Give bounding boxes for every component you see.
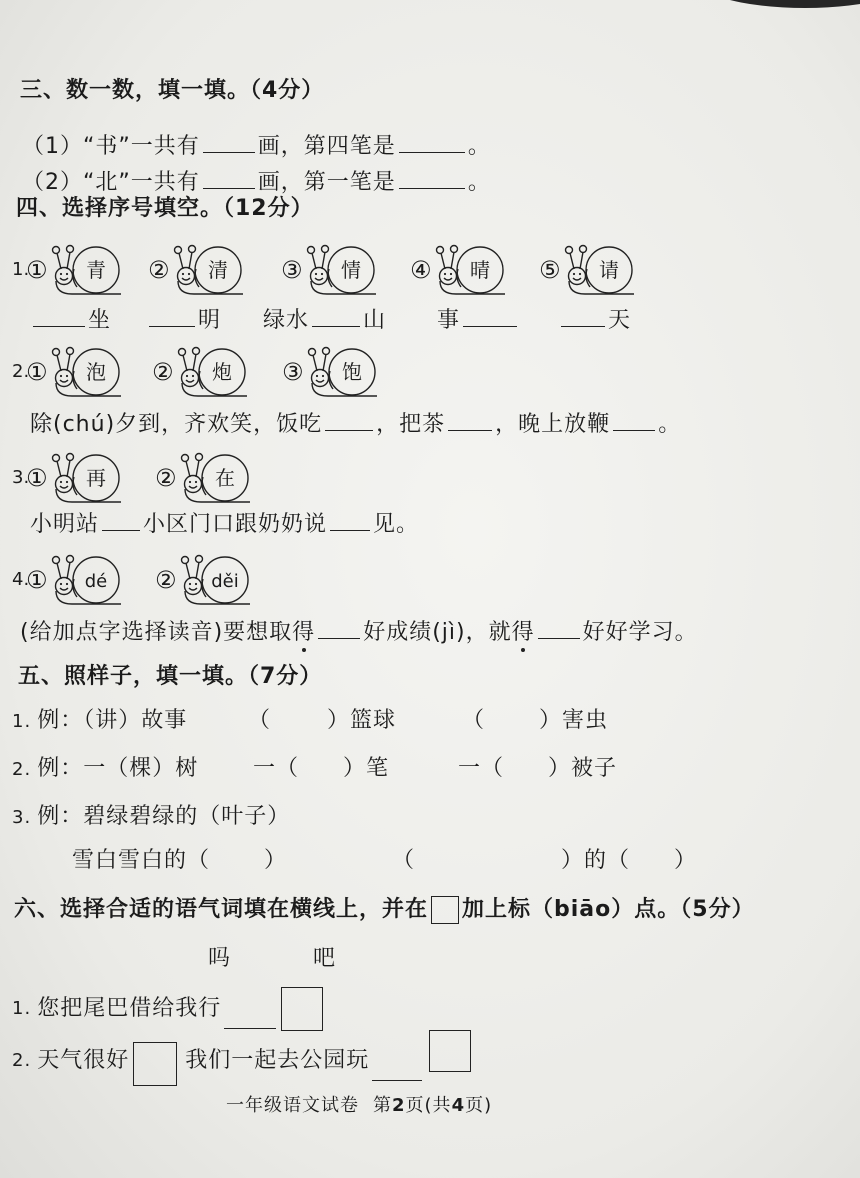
word-choice: 吗 <box>208 946 232 971</box>
option-char: 泡 <box>85 360 106 384</box>
sentence-text: 见。 <box>373 512 420 537</box>
snail-icon <box>50 552 122 608</box>
item-text: “书”一共有 <box>83 134 200 159</box>
snail-icon <box>50 450 122 506</box>
section-6-item-2 <box>12 1030 471 1092</box>
answer-blank <box>399 130 465 153</box>
fill-group <box>558 304 631 334</box>
scan-edge-shadow <box>690 0 860 8</box>
snail-antenna-tip <box>66 556 73 563</box>
option-char: 情 <box>340 258 361 282</box>
snail-eye <box>187 273 189 275</box>
answer-blank <box>463 304 517 327</box>
sentence-text: 好好学习。 <box>582 620 698 645</box>
snail-antenna <box>580 252 583 269</box>
fill-text: 明 <box>198 308 222 333</box>
fill-group <box>437 304 520 334</box>
snail-antenna-tip <box>188 246 195 253</box>
snail-eye <box>449 273 451 275</box>
punctuation-box <box>429 1030 471 1072</box>
option-mark: ① <box>26 256 48 284</box>
page-footer <box>226 1093 492 1119</box>
option-mark: ① <box>26 464 48 492</box>
option-4 <box>410 242 506 298</box>
snail-icon <box>172 242 244 298</box>
item-number: 2. <box>12 1050 32 1071</box>
fill-text: （ <box>462 708 486 733</box>
snail-smile <box>60 486 68 488</box>
answer-blank <box>372 1056 422 1081</box>
answer-blank <box>325 408 373 431</box>
heading-text: 加上标（biāo）点。（5分） <box>462 897 755 922</box>
snail-antenna <box>179 253 183 269</box>
option-char: 晴 <box>469 258 490 282</box>
item-number: 1. <box>12 711 32 732</box>
sentence-text: 小明站 <box>30 512 100 537</box>
footer-text: 页(共 <box>405 1095 452 1116</box>
snail-antenna-tip <box>307 247 314 254</box>
option-pinyin: dé <box>84 571 107 592</box>
fill-text: （ <box>392 848 416 873</box>
item-text: 天气很好 <box>37 1048 130 1073</box>
snail-face <box>177 268 194 285</box>
snail-antenna <box>570 253 574 269</box>
option-char: 在 <box>214 466 235 490</box>
fill-group <box>248 708 396 734</box>
snail-antenna <box>441 253 445 269</box>
question-number: 2. <box>12 361 30 382</box>
fill-text: 山 <box>363 308 387 333</box>
snail-face <box>311 370 328 387</box>
snail-face <box>55 268 72 285</box>
snail-antenna <box>193 354 196 371</box>
snail-icon <box>50 242 122 298</box>
snail-antenna-tip <box>52 455 59 462</box>
snail-antenna <box>189 252 192 269</box>
option-char: 饱 <box>341 360 362 384</box>
snail-smile <box>444 278 452 280</box>
answer-space <box>504 765 548 775</box>
option-char: 炮 <box>211 360 232 384</box>
sentence-text: 除(chú)夕到，齐欢笑，饭吃 <box>30 412 323 437</box>
option-1 <box>26 552 122 608</box>
snail-antenna-tip <box>565 247 572 254</box>
punctuation-box <box>281 987 323 1031</box>
section-3-heading: 三、数一数，填一填。（4分） <box>20 78 325 103</box>
snail-icon <box>305 242 377 298</box>
punctuation-box <box>133 1042 177 1086</box>
example-row <box>12 804 290 831</box>
snail-antenna-tip <box>195 556 202 563</box>
sentence-text: 。 <box>658 412 682 437</box>
snail-antenna <box>57 355 61 371</box>
item-number: （1） <box>22 134 83 159</box>
fill-text: ） <box>674 848 698 873</box>
item-number: 1. <box>12 998 32 1019</box>
snail-antenna-tip <box>174 247 181 254</box>
fill-text: 雪白雪白的（ <box>72 848 211 873</box>
snail-antenna-tip <box>66 246 73 253</box>
answer-space <box>485 717 539 727</box>
snail-antenna <box>67 460 70 477</box>
snail-face <box>181 370 198 387</box>
snail-eye <box>191 375 193 377</box>
option-pinyin: děi <box>210 571 239 592</box>
fill-text: ）害虫 <box>539 708 609 733</box>
option-char: 请 <box>598 258 619 282</box>
fill-group <box>462 708 608 734</box>
fill-text: ）被子 <box>548 756 618 781</box>
fill-text: 一（ <box>458 756 505 781</box>
fill-group <box>72 848 287 874</box>
option-mark: ④ <box>410 256 432 284</box>
fill-group <box>30 304 111 334</box>
snail-antenna-tip <box>322 348 329 355</box>
snail-antenna <box>67 252 70 269</box>
snail-face <box>55 578 72 595</box>
snail-antenna <box>323 354 326 371</box>
option-5 <box>539 242 635 298</box>
section-5-heading: 五、照样子，填一填。（7分） <box>18 664 323 689</box>
snail-antenna-tip <box>66 454 73 461</box>
answer-space <box>415 857 561 867</box>
fill-text: 坐 <box>88 308 112 333</box>
snail-antenna <box>196 460 199 477</box>
option-3 <box>282 344 378 400</box>
question-sentence <box>20 616 698 646</box>
snail-eye <box>59 481 61 483</box>
snail-smile <box>316 380 324 382</box>
snail-face <box>568 268 585 285</box>
fill-text: ）篮球 <box>327 708 397 733</box>
section-3-item-1 <box>22 130 491 160</box>
example-text: 例：（讲）故事 <box>37 708 188 733</box>
snail-antenna <box>451 252 454 269</box>
snail-smile <box>60 588 68 590</box>
answer-blank <box>224 1004 276 1029</box>
snail-face <box>184 476 201 493</box>
item-text: 画，第四笔是 <box>257 134 396 159</box>
answer-blank <box>203 130 255 153</box>
snail-antenna <box>67 562 70 579</box>
snail-eye <box>185 375 187 377</box>
option-mark: ② <box>152 358 174 386</box>
snail-antenna <box>67 354 70 371</box>
fill-text: ）笔 <box>343 756 390 781</box>
snail-antenna-tip <box>66 348 73 355</box>
snail-eye <box>181 273 183 275</box>
option-mark: ① <box>26 358 48 386</box>
section-6-item-1 <box>12 987 323 1031</box>
snail-antenna <box>312 253 316 269</box>
answer-space <box>210 857 264 867</box>
item-text: 画，第一笔是 <box>257 170 396 195</box>
snail-antenna-tip <box>308 349 315 356</box>
snail-antenna-tip <box>195 454 202 461</box>
answer-blank <box>613 408 655 431</box>
snail-icon <box>179 552 251 608</box>
fill-text: ） <box>264 848 288 873</box>
item-number: （2） <box>22 170 83 195</box>
snail-eye <box>65 481 67 483</box>
snail-antenna <box>322 252 325 269</box>
example-row <box>12 756 198 783</box>
snail-smile <box>60 278 68 280</box>
snail-antenna-tip <box>192 348 199 355</box>
fill-text: 绿水 <box>263 308 310 333</box>
snail-eye <box>59 583 61 585</box>
snail-eye <box>59 273 61 275</box>
snail-antenna <box>313 355 317 371</box>
sentence-text: ，把茶 <box>376 412 446 437</box>
heading-text: 六、选择合适的语气词填在横线上，并在 <box>14 897 429 922</box>
option-3 <box>281 242 377 298</box>
question-number: 3. <box>12 467 30 488</box>
option-char: 青 <box>85 258 106 282</box>
footer-title: 一年级语文试卷 <box>226 1095 359 1116</box>
section-4-heading: 四、选择序号填空。（12分） <box>16 196 314 221</box>
snail-smile <box>189 588 197 590</box>
snail-icon <box>176 344 248 400</box>
example-row <box>12 708 187 735</box>
answer-blank <box>33 304 85 327</box>
fill-text: ）的（ <box>561 848 631 873</box>
fill-group <box>253 756 389 782</box>
fill-group <box>263 304 386 334</box>
snail-eye <box>65 273 67 275</box>
item-text: 我们一起去公园玩 <box>185 1048 370 1073</box>
item-number: 2. <box>12 759 32 780</box>
option-2 <box>155 552 251 608</box>
snail-antenna-tip <box>181 455 188 462</box>
snail-smile <box>60 380 68 382</box>
section-3-item-2 <box>22 166 491 196</box>
snail-antenna-tip <box>436 247 443 254</box>
punctuation-box <box>431 896 459 924</box>
option-2 <box>152 344 248 400</box>
answer-blank <box>149 304 195 327</box>
snail-icon <box>50 344 122 400</box>
snail-eye <box>320 273 322 275</box>
item-text: “北”一共有 <box>83 170 200 195</box>
answer-space <box>271 717 327 727</box>
snail-smile <box>186 380 194 382</box>
snail-antenna <box>186 563 190 579</box>
sentence-text: 好成绩(jì)，就 <box>363 620 512 645</box>
option-mark: ② <box>155 464 177 492</box>
option-mark: ③ <box>282 358 304 386</box>
footer-total-pages: 4 <box>451 1095 466 1116</box>
snail-face <box>55 370 72 387</box>
fill-group <box>392 848 697 874</box>
answer-space <box>630 857 674 867</box>
snail-antenna-tip <box>450 246 457 253</box>
snail-face <box>439 268 456 285</box>
snail-eye <box>188 481 190 483</box>
snail-eye <box>188 583 190 585</box>
snail-antenna-tip <box>579 246 586 253</box>
option-mark: ② <box>148 256 170 284</box>
snail-smile <box>189 486 197 488</box>
dotted-character: 得 <box>511 620 535 645</box>
snail-antenna-tip <box>52 557 59 564</box>
snail-smile <box>315 278 323 280</box>
snail-icon <box>179 450 251 506</box>
option-2 <box>148 242 244 298</box>
option-char: 再 <box>85 466 106 490</box>
option-2 <box>155 450 251 506</box>
snail-antenna-tip <box>321 246 328 253</box>
option-char: 清 <box>207 258 228 282</box>
question-number: 1. <box>12 259 30 280</box>
snail-eye <box>194 481 196 483</box>
snail-antenna <box>196 562 199 579</box>
answer-blank <box>330 508 370 531</box>
option-mark: ① <box>26 566 48 594</box>
option-mark: ③ <box>281 256 303 284</box>
snail-antenna-tip <box>178 349 185 356</box>
snail-antenna-tip <box>52 247 59 254</box>
snail-smile <box>573 278 581 280</box>
sentence-text: 小区门口跟奶奶说 <box>143 512 328 537</box>
footer-text: 页) <box>465 1095 493 1116</box>
example-text: 例：碧绿碧绿的（叶子） <box>37 804 291 829</box>
snail-icon <box>563 242 635 298</box>
example-text: 例：一（棵）树 <box>37 756 199 781</box>
question-number: 4. <box>12 569 30 590</box>
snail-antenna <box>57 563 61 579</box>
option-1 <box>26 450 122 506</box>
snail-eye <box>65 583 67 585</box>
fill-group <box>146 304 221 334</box>
snail-eye <box>578 273 580 275</box>
snail-eye <box>59 375 61 377</box>
answer-blank <box>312 304 360 327</box>
snail-icon <box>434 242 506 298</box>
snail-eye <box>65 375 67 377</box>
snail-eye <box>443 273 445 275</box>
snail-face <box>184 578 201 595</box>
fill-text: 天 <box>608 308 632 333</box>
snail-antenna-tip <box>52 349 59 356</box>
snail-antenna <box>183 355 187 371</box>
question-sentence <box>30 508 419 538</box>
answer-blank <box>448 408 492 431</box>
snail-eye <box>194 583 196 585</box>
footer-page-number: 2 <box>392 1095 406 1116</box>
answer-blank <box>318 616 360 639</box>
snail-antenna-tip <box>181 557 188 564</box>
option-mark: ⑤ <box>539 256 561 284</box>
item-text: 。 <box>467 170 491 195</box>
snail-eye <box>314 273 316 275</box>
snail-smile <box>182 278 190 280</box>
snail-face <box>310 268 327 285</box>
option-1 <box>26 242 122 298</box>
snail-face <box>55 476 72 493</box>
section-6-heading <box>14 896 755 924</box>
question-sentence <box>30 408 681 438</box>
item-text: 。 <box>467 134 491 159</box>
snail-eye <box>315 375 317 377</box>
snail-antenna <box>186 461 190 477</box>
fill-text: 一（ <box>253 756 300 781</box>
snail-eye <box>572 273 574 275</box>
item-number: 3. <box>12 807 32 828</box>
word-choice: 吧 <box>313 946 337 971</box>
sentence-text: ，晚上放鞭 <box>495 412 611 437</box>
answer-blank <box>399 166 465 189</box>
answer-blank <box>203 166 255 189</box>
sentence-text: (给加点字选择读音)要想取 <box>20 620 293 645</box>
answer-blank <box>102 508 140 531</box>
snail-antenna <box>57 253 61 269</box>
answer-blank <box>538 616 580 639</box>
fill-text: 事 <box>437 308 461 333</box>
snail-eye <box>321 375 323 377</box>
item-text: 您把尾巴借给我行 <box>37 996 222 1021</box>
fill-group <box>458 756 617 782</box>
answer-blank <box>561 304 605 327</box>
fill-text: （ <box>248 708 272 733</box>
answer-space <box>299 765 343 775</box>
footer-text: 第 <box>373 1095 392 1116</box>
snail-icon <box>306 344 378 400</box>
option-1 <box>26 344 122 400</box>
option-mark: ② <box>155 566 177 594</box>
dotted-character: 得 <box>292 620 316 645</box>
snail-antenna <box>57 461 61 477</box>
